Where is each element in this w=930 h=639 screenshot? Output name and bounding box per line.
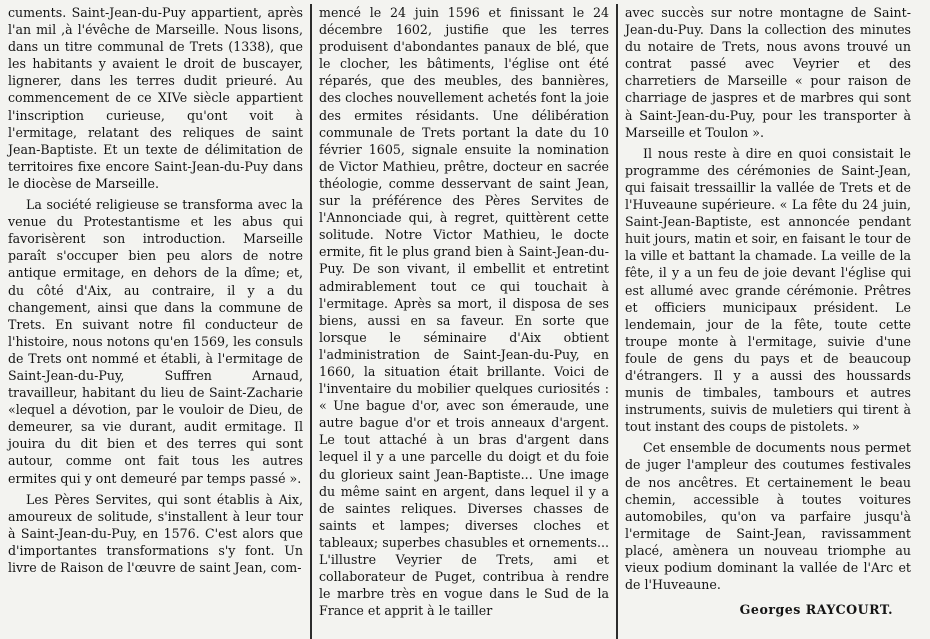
paragraph-4: mencé le 24 juin 1596 et finissant le 24 décembre 1602, justifie que les terres produisent d'abondantes panaux de blé, que le clocher, les bâtiments, l'église ont été réparés, que des meubles, des bannières, des cloches nouvellement achetés font la joie des ermites résidants. Une délibération communale de Trets portant la date du 10 février 1605, signale ensuite la nomination de Victor Mathieu, prêtre, docteur en sacrée théologie, comme desservant de saint Jean, sur la préférence des Pères Servites de l'Annonciade qui, à regret, quittèrent cette solitude. Notre Victor Mathieu, le docte ermite, fit le plus grand bien à Saint-Jean-du-Puy. De son vivant, il embellit et entretint admirablement tout ce qui touchait à l'ermitage. Après sa mort, il disposa de ses biens, aussi en sa faveur. En sorte que lorsque le séminaire d'Aix obtient l'administration de Saint-Jean-du-Puy, en 1660, la situation était brillante. Voici de l'inventaire du mobilier quelques curiosités : « Une bague d'or, avec son émeraude, une autre bague d'or et trois anneaux d'argent. Le tout attaché à un bras d'argent dans lequel il y a une parcelle du doigt et du foie du glorieux saint Jean-Baptiste... Une image du même saint en argent, dans lequel il y a de saintes reliques. Diverses chasses de saints et lampes; diverses cloches et tableaux; superbes chasubles et ornements... L'illustre Veyrier de Trets, ami et collaborateur de Puget, contribua à rendre le marbre très en vogue dans le Sud de la France et apprit à le tailler: [319, 5, 609, 619]
column-2: [310, 4, 616, 639]
author-signature: Georges RAYCOURT.: [739, 602, 893, 618]
column-3: [616, 4, 918, 639]
paragraph-3: Les Pères Servites, qui sont établis à Aix, amoureux de solitude, s'installent à leur tour à Saint-Jean-du-Puy, en 1576. C'est alors que d'importantes transformations s'y font. Un livre de Raison de l'œuvre de saint Jean, com-: [8, 491, 303, 575]
paragraph-5: avec succès sur notre montagne de Saint-Jean-du-Puy. Dans la collection des minutes du notaire de Trets, nous avons trouvé un contrat passé avec Veyrier et des charretiers de Marseille « pour raison de charriage de jaspres et de marbres qui sont à Saint-Jean-du-Puy, pour les transporter à Marseille et Toulon ».: [625, 5, 911, 140]
paragraph-6: Il nous reste à dire en quoi consistait le programme des cérémonies de Saint-Jean, qui faisait tressaillir la vallée de Trets et de l'Huveaune supérieure. « La fête du 24 juin, Saint-Jean-Baptiste, est annoncée pendant huit jours, matin et soir, en faisant le tour de la ville et battant la chamade. La veille de la fête, il y a un feu de joie devant l'église qui est allumé avec grande cérémonie. Prêtres et officiers municipaux président. Le lendemain, jour de la fête, toute cette troupe monte à l'ermitage, suivie d'une foule de gens du pays et de beaucoup d'étrangers. Il y a aussi des houssards munis de timbales, tambours et autres instruments, suivis de muletiers qui tirent à tout instant des coups de pistolets. »: [625, 145, 911, 435]
paragraph-2: La société religieuse se transforma avec la venue du Protestantisme et les abus qui favorisèrent son introduction. Marseille paraît s'occuper bien peu alors de notre antique ermitage, en dehors de la dîme; et, du côté d'Aix, au contraire, il y a du changement, ainsi que dans la commune de Trets. En suivant notre fil conducteur de l'histoire, nous notons qu'en 1569, les consuls de Trets ont nommé et établi, à l'ermitage de Saint-Jean-du-Puy, Suffren Arnaud, travailleur, habitant du lieu de Saint-Zacharie «lequel a dévotion, par le vouloir de Dieu, de demeurer, sa vie durant, audit ermitage. Il jouira du dit bien et des terres qui sont autour, comme ont fait tous les autres ermites qui y ont demeuré par temps passé ».: [8, 197, 303, 486]
paragraph-7: Cet ensemble de documents nous permet de juger l'ampleur des coutumes festivales de nos ancêtres. Et certainement le beau chemin, accessible à toutes voitures automobiles, qu'on va parfaire jusqu'à l'ermitage de Saint-Jean, ravissamment placé, amènera un nouveau triomphe au vieux podium dominant la vallée de l'Arc et de l'Huveaune.: [625, 440, 911, 593]
column-1: [4, 4, 310, 639]
paragraph-1: cuments. Saint-Jean-du-Puy appartient, après l'an mil ,à l'évêche de Marseille. Nous lisons, dans un titre communal de Trets (1338), que les habitants y avaient le droit de buscayer, lignerer, dans les terres dudit prieuré. Au commencement de ce XIVe siècle appartient l'inscription curieuse, qu'ont voit à l'ermitage, relatant des reliques de saint Jean-Baptiste. Et un texte de délimitation de territoires fixe encore Saint-Jean-du-Puy dans le diocèse de Marseille.: [8, 5, 303, 191]
